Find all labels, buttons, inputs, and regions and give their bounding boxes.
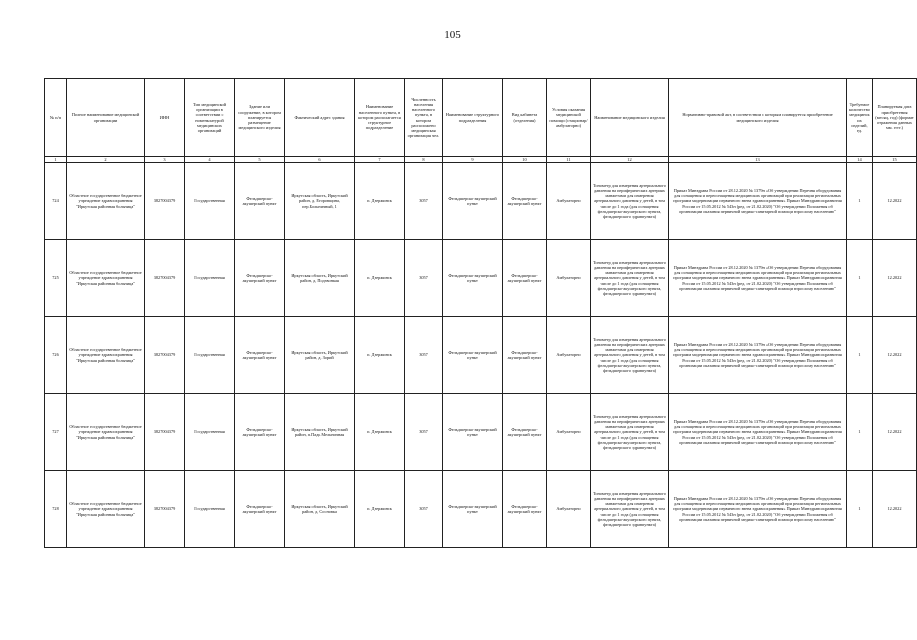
settlement: п. Дзержинск	[355, 471, 405, 548]
header-row	[45, 79, 917, 157]
cabinet: Фельдшерско-акушерский пункт	[503, 394, 547, 471]
column-number: 1	[45, 157, 67, 163]
org-name: Областное государственное бюджетное учреждение здравоохранения "Иркутская районная больница"	[67, 471, 145, 548]
population: 3057	[405, 163, 443, 240]
header-cell-inn: ИНН	[145, 79, 185, 157]
inn-value: 3827004379	[145, 163, 185, 240]
device-name: Тонометр для измерения артериального давления на периферических артериях манжетами для измерения артериального давления у детей, в том числе до 1 года (для оснащения фельдшерско-акушерского пункта, фельдшерского здравпункта)	[591, 394, 669, 471]
header-cell-qty: Требуемое количество медицинских изделий, ед.	[847, 79, 873, 157]
column-number: 2	[67, 157, 145, 163]
header-cell-building: Здание или сооружение, в котором планируется размещение медицинского изделия	[235, 79, 285, 157]
purchase-date: 12.2022	[873, 471, 917, 548]
header-cell-settlement: Наименование населенного пункта, в котором располагается структурное подразделение	[355, 79, 405, 157]
column-number: 4	[185, 157, 235, 163]
device-name: Тонометр для измерения артериального давления на периферических артериях манжетами для измерения артериального давления у детей, в том числе до 1 года (для оснащения фельдшерско-акушерского пункта, фельдшерского здравпункта)	[591, 240, 669, 317]
inn-value: 3827004379	[145, 317, 185, 394]
unit: Фельдшерско-акушерский пункт	[443, 240, 503, 317]
building: Фельдшерско-акушерский пункт	[235, 240, 285, 317]
org-name: Областное государственное бюджетное учреждение здравоохранения "Иркутская районная больница"	[67, 163, 145, 240]
conditions: Амбулаторно	[547, 394, 591, 471]
column-number: 13	[669, 157, 847, 163]
purchase-date: 12.2022	[873, 317, 917, 394]
header-cell-device: Наименование медицинского изделия	[591, 79, 669, 157]
unit: Фельдшерско-акушерский пункт	[443, 163, 503, 240]
building: Фельдшерско-акушерский пункт	[235, 471, 285, 548]
settlement: п. Дзержинск	[355, 163, 405, 240]
header-cell-population: Численность населения населенного пункта, в котором расположено медицинская организация чел.	[405, 79, 443, 157]
column-number: 11	[547, 157, 591, 163]
conditions: Амбулаторно	[547, 317, 591, 394]
inn-value: 3827004379	[145, 240, 185, 317]
column-number: 3	[145, 157, 185, 163]
column-number: 14	[847, 157, 873, 163]
legal-act: Приказ Минздрава России от 28.12.2020 № 1379н «Об утверждении Перечня оборудования для оснащения и переоснащения медицинских организаций при реализации региональных программ модернизации первичного звена здравоохранения» Приказ Минздравсоцразвития России от 15.05.2012 № 543н (ред. от 21.02.2020) "Об утверждении Положения об организации оказания первичной медико-санитарной помощи взрослому населению"	[669, 240, 847, 317]
inn-value: 3827004379	[145, 471, 185, 548]
device-name: Тонометр для измерения артериального давления на периферических артериях манжетами для измерения артериального давления у детей, в том числе до 1 года (для оснащения фельдшерско-акушерского пункта, фельдшерского здравпункта)	[591, 317, 669, 394]
population: 3057	[405, 317, 443, 394]
column-number: 12	[591, 157, 669, 163]
quantity: 1	[847, 471, 873, 548]
header-cell-date: Планируемая дата приобретения (месяц, год) (формат отражения данных мм. гггг.)	[873, 79, 917, 157]
org-name: Областное государственное бюджетное учреждение здравоохранения "Иркутская районная больница"	[67, 317, 145, 394]
column-number: 10	[503, 157, 547, 163]
settlement: п. Дзержинск	[355, 394, 405, 471]
cabinet: Фельдшерско-акушерский пункт	[503, 163, 547, 240]
address: Иркутская область, Иркутский район, п.Падь Мельничная	[285, 394, 355, 471]
org-type: Государственная	[185, 317, 235, 394]
column-number: 5	[235, 157, 285, 163]
equipment-table	[44, 78, 917, 548]
address: Иркутская область, Иркутский район, д. Зорий	[285, 317, 355, 394]
cabinet: Фельдшерско-акушерский пункт	[503, 240, 547, 317]
inn-value: 3827004379	[145, 394, 185, 471]
address: Иркутская область, Иркутский район, д. Сосновка	[285, 471, 355, 548]
legal-act: Приказ Минздрава России от 28.12.2020 № 1379н «Об утверждении Перечня оборудования для оснащения и переоснащения медицинских организаций при реализации региональных программ модернизации первичного звена здравоохранения» Приказ Минздравсоцразвития России от 15.05.2012 № 543н (ред. от 21.02.2020) "Об утверждении Положения об организации оказания первичной медико-санитарной помощи взрослому населению"	[669, 317, 847, 394]
unit: Фельдшерско-акушерский пункт	[443, 394, 503, 471]
row-number: 728	[45, 471, 67, 548]
purchase-date: 12.2022	[873, 163, 917, 240]
quantity: 1	[847, 394, 873, 471]
header-cell-num: № п/п	[45, 79, 67, 157]
legal-act: Приказ Минздрава России от 28.12.2020 № 1379н «Об утверждении Перечня оборудования для оснащения и переоснащения медицинских организаций при реализации региональных программ модернизации первичного звена здравоохранения» Приказ Минздравсоцразвития России от 15.05.2012 № 543н (ред. от 21.02.2020) "Об утверждении Положения об организации оказания первичной медико-санитарной помощи взрослому населению"	[669, 394, 847, 471]
column-number: 8	[405, 157, 443, 163]
quantity: 1	[847, 240, 873, 317]
table-row	[45, 317, 917, 394]
building: Фельдшерско-акушерский пункт	[235, 163, 285, 240]
conditions: Амбулаторно	[547, 471, 591, 548]
address: Иркутская область, Иркутский район, д. Подзвонкая	[285, 240, 355, 317]
header-cell-address: Фактический адрес здания	[285, 79, 355, 157]
table-row	[45, 240, 917, 317]
device-name: Тонометр для измерения артериального давления на периферических артериях манжетами для измерения артериального давления у детей, в том числе до 1 года (для оснащения фельдшерско-акушерского пункта, фельдшерского здравпункта)	[591, 471, 669, 548]
purchase-date: 12.2022	[873, 240, 917, 317]
header-cell-org: Полное наименование медицинской организации	[67, 79, 145, 157]
org-type: Государственная	[185, 394, 235, 471]
building: Фельдшерско-акушерский пункт	[235, 394, 285, 471]
device-name: Тонометр для измерения артериального давления на периферических артериях манжетами для измерения артериального давления у детей, в том числе до 1 года (для оснащения фельдшерско-акушерского пункта, фельдшерского здравпункта)	[591, 163, 669, 240]
cabinet: Фельдшерско-акушерский пункт	[503, 471, 547, 548]
column-number: 6	[285, 157, 355, 163]
column-number: 9	[443, 157, 503, 163]
quantity: 1	[847, 317, 873, 394]
org-type: Государственная	[185, 471, 235, 548]
conditions: Амбулаторно	[547, 240, 591, 317]
address: Иркутская область, Иркутский район, д. Егоровщина, пер.Больничный, 1	[285, 163, 355, 240]
legal-act: Приказ Минздрава России от 28.12.2020 № 1379н «Об утверждении Перечня оборудования для оснащения и переоснащения медицинских организаций при реализации региональных программ модернизации первичного звена здравоохранения» Приказ Минздравсоцразвития России от 15.05.2012 № 543н (ред. от 21.02.2020) "Об утверждении Положения об организации оказания первичной медико-санитарной помощи взрослому населению"	[669, 471, 847, 548]
settlement: п. Дзержинск	[355, 317, 405, 394]
row-number: 726	[45, 317, 67, 394]
header-cell-act: Нормативно-правовой акт, в соответствии с которым планируется приобретение медицинского изделия	[669, 79, 847, 157]
unit: Фельдшерско-акушерский пункт	[443, 471, 503, 548]
population: 3057	[405, 240, 443, 317]
page-number: 105	[444, 29, 461, 41]
header-cell-type: Тип медицинской организации в соответствии с номенклатурой медицинских организаций	[185, 79, 235, 157]
column-number: 7	[355, 157, 405, 163]
header-cell-unit: Наименование структурного подразделения	[443, 79, 503, 157]
row-number: 727	[45, 394, 67, 471]
purchase-date: 12.2022	[873, 394, 917, 471]
cabinet: Фельдшерско-акушерский пункт	[503, 317, 547, 394]
equipment-table-wrap	[44, 78, 914, 548]
legal-act: Приказ Минздрава России от 28.12.2020 № 1379н «Об утверждении Перечня оборудования для оснащения и переоснащения медицинских организаций при реализации региональных программ модернизации первичного звена здравоохранения» Приказ Минздравсоцразвития России от 15.05.2012 № 543н (ред. от 21.02.2020) "Об утверждении Положения об организации оказания первичной медико-санитарной помощи взрослому населению"	[669, 163, 847, 240]
org-type: Государственная	[185, 163, 235, 240]
org-name: Областное государственное бюджетное учреждение здравоохранения "Иркутская районная больница"	[67, 240, 145, 317]
building: Фельдшерско-акушерский пункт	[235, 317, 285, 394]
table-row	[45, 163, 917, 240]
quantity: 1	[847, 163, 873, 240]
column-number: 15	[873, 157, 917, 163]
org-type: Государственная	[185, 240, 235, 317]
population: 3057	[405, 394, 443, 471]
row-number: 724	[45, 163, 67, 240]
table-row	[45, 471, 917, 548]
unit: Фельдшерско-акушерский пункт	[443, 317, 503, 394]
conditions: Амбулаторно	[547, 163, 591, 240]
row-number: 725	[45, 240, 67, 317]
settlement: п. Дзержинск	[355, 240, 405, 317]
table-row	[45, 394, 917, 471]
header-cell-conditions: Условия оказания медицинской помощи (стационар/амбулаторно)	[547, 79, 591, 157]
org-name: Областное государственное бюджетное учреждение здравоохранения "Иркутская районная больница"	[67, 394, 145, 471]
population: 3057	[405, 471, 443, 548]
header-cell-cabinet: Вид кабинета (отделения)	[503, 79, 547, 157]
